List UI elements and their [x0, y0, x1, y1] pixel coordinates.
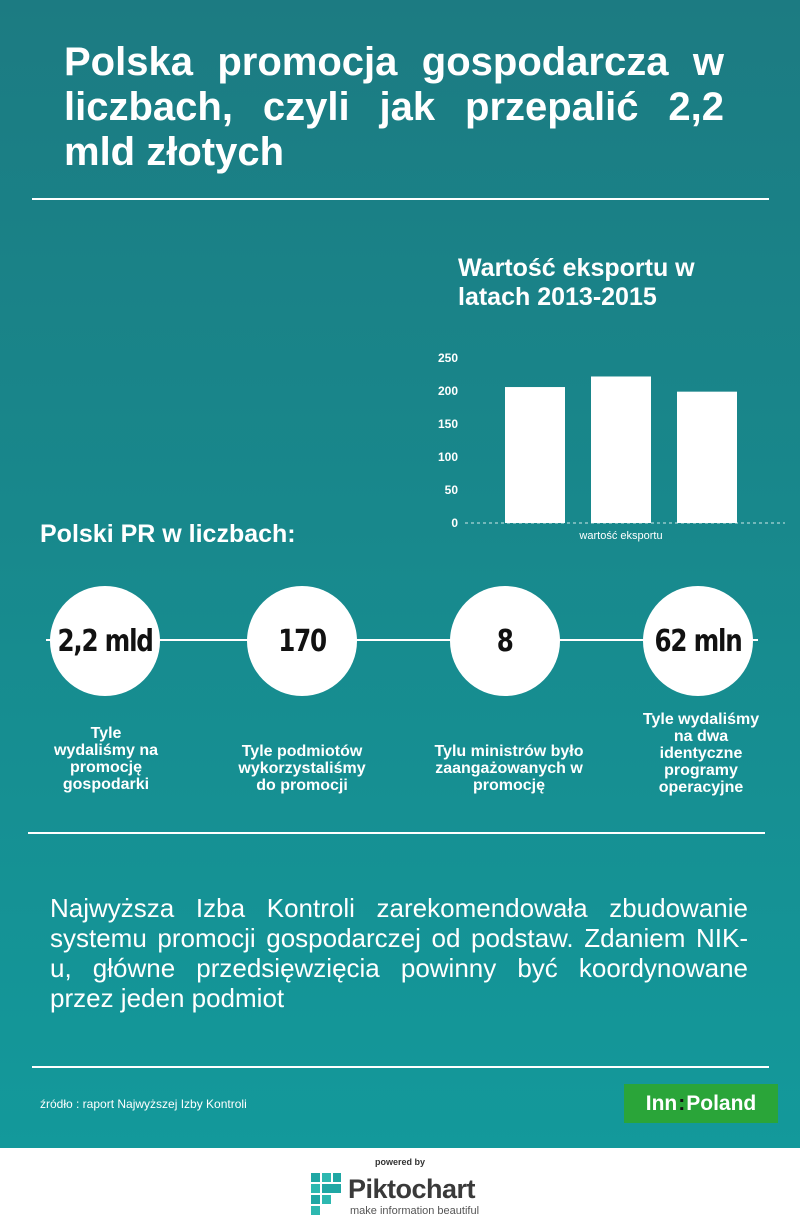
stat-circle-spending	[50, 586, 160, 696]
logo-part-1: Inn	[645, 1091, 678, 1115]
stat-caption-spending: Tyle wydaliśmy na promocję gospodarki	[53, 725, 159, 793]
divider-top	[32, 198, 769, 200]
stats-heading: Polski PR w liczbach:	[40, 520, 296, 548]
stat-value-ministers: 8	[497, 623, 513, 659]
stat-value-programs: 62 mln	[654, 623, 742, 659]
x-axis-label: wartość eksportu	[579, 530, 663, 542]
divider-bottom	[32, 1066, 769, 1068]
stat-caption-entities: Tyle podmiotów wykorzystaliśmy do promocji	[238, 743, 366, 794]
y-tick-label-1: 50	[444, 483, 458, 497]
stat-caption-programs: Tyle wydaliśmy na dwa identyczne programy operacyjne	[642, 711, 760, 796]
innpoland-logo[interactable]	[624, 1084, 778, 1123]
stat-caption-ministers: Tylu ministrów było zaangażowanych w promocję	[434, 743, 584, 794]
bar-0	[505, 387, 565, 523]
logo-part-2: Poland	[686, 1091, 757, 1115]
bar-1	[591, 376, 651, 523]
stat-circle-programs	[643, 586, 753, 696]
stat-value-spending: 2,2 mld	[57, 623, 153, 659]
piktochart-tagline: make information beautiful	[350, 1205, 480, 1217]
piktochart-brand[interactable]: Piktochart	[348, 1174, 476, 1204]
y-tick-label-5: 250	[437, 351, 458, 365]
export-bar-chart	[420, 340, 790, 550]
chart-title: Wartość eksportu w latach 2013-2015	[458, 254, 695, 311]
y-tick-label-0: 0	[451, 516, 458, 530]
y-tick-label-4: 200	[437, 384, 458, 398]
stat-circle-entities	[247, 586, 357, 696]
logo-separator: :	[678, 1091, 686, 1115]
bar-2	[677, 392, 737, 523]
page-title: Polska promocja gospodarcza w liczbach, czyli jak przepalić 2,2 mld złotych	[64, 40, 724, 174]
stat-value-entities: 170	[278, 623, 326, 659]
stat-circle-ministers	[450, 586, 560, 696]
y-tick-label-3: 150	[437, 417, 458, 431]
conclusion-text: Najwyższa Izba Kontroli zarekomendowała zbudowanie systemu promocji gospodarczej od podstaw. Zdaniem NIK-u, główne przedsięwzięcia powinny być koordynowane przez jeden podmiot	[50, 893, 748, 1013]
piktochart-logo-icon[interactable]	[310, 1172, 342, 1216]
powered-by-label: powered by	[374, 1157, 425, 1167]
divider-middle	[28, 832, 765, 834]
source-note: źródło : raport Najwyższej Izby Kontroli	[40, 1097, 247, 1111]
y-tick-label-2: 100	[437, 450, 458, 464]
